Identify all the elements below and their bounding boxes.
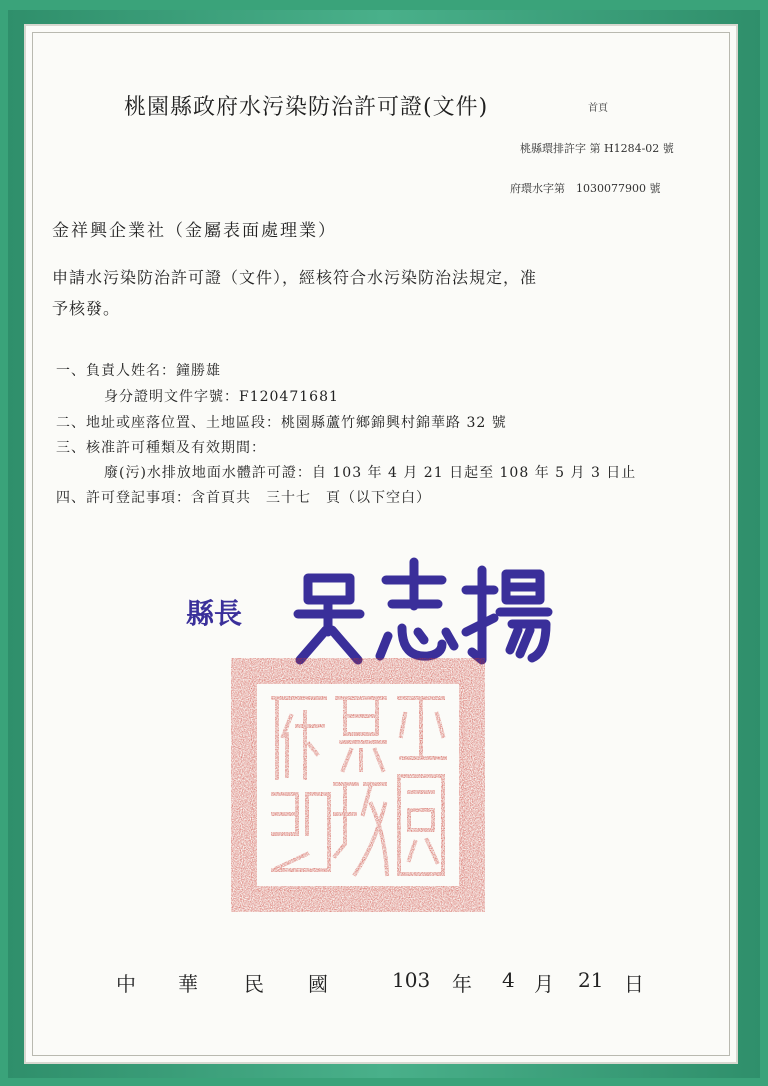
item-registration: 四、許可登記事項：含首頁共 三十七 頁（以下空白） bbox=[56, 490, 431, 506]
date-era-char-3: 民 bbox=[244, 972, 264, 996]
date-day: 21 bbox=[578, 968, 604, 992]
date-era-char-2: 華 bbox=[178, 972, 198, 996]
item-permit-type: 三、核准許可種類及有效期間： bbox=[56, 440, 266, 456]
official-seal bbox=[227, 654, 489, 916]
date-month: 4 bbox=[502, 968, 515, 992]
date-day-unit: 日 bbox=[624, 972, 644, 996]
item-responsible-person: 一、負責人姓名：鐘勝雄 bbox=[56, 363, 221, 379]
date-year-unit: 年 bbox=[452, 972, 472, 996]
reference-number-government: 府環水字第 1030077900 號 bbox=[510, 182, 661, 195]
date-month-unit: 月 bbox=[534, 972, 554, 996]
item-id-number: 身分證明文件字號：F120471681 bbox=[104, 389, 339, 405]
document-title: 桃園縣政府水污染防治許可證(文件) bbox=[124, 95, 489, 120]
item-permit-period: 廢(污)水排放地面水體許可證：自 103 年 4 月 21 日起至 108 年 5 月 3 日止 bbox=[104, 465, 637, 481]
company-name: 金祥興企業社（金屬表面處理業） bbox=[52, 221, 337, 241]
date-year: 103 bbox=[392, 968, 431, 992]
date-era-char-1: 中 bbox=[116, 972, 136, 996]
approval-line-1: 申請水污染防治許可證（文件），經核符合水污染防治法規定，准 bbox=[52, 268, 538, 287]
page-mark: 首頁 bbox=[588, 103, 608, 114]
reference-number-permit: 桃縣環排許字 第 H1284-02 號 bbox=[520, 142, 674, 155]
date-era-char-4: 國 bbox=[308, 972, 328, 996]
approval-line-2: 予核發。 bbox=[52, 299, 121, 318]
approval-statement bbox=[52, 262, 672, 324]
item-address: 二、地址或座落位置、土地區段：桃園縣蘆竹鄉錦興村錦華路 32 號 bbox=[56, 415, 507, 431]
magistrate-title: 縣長 bbox=[186, 597, 243, 630]
